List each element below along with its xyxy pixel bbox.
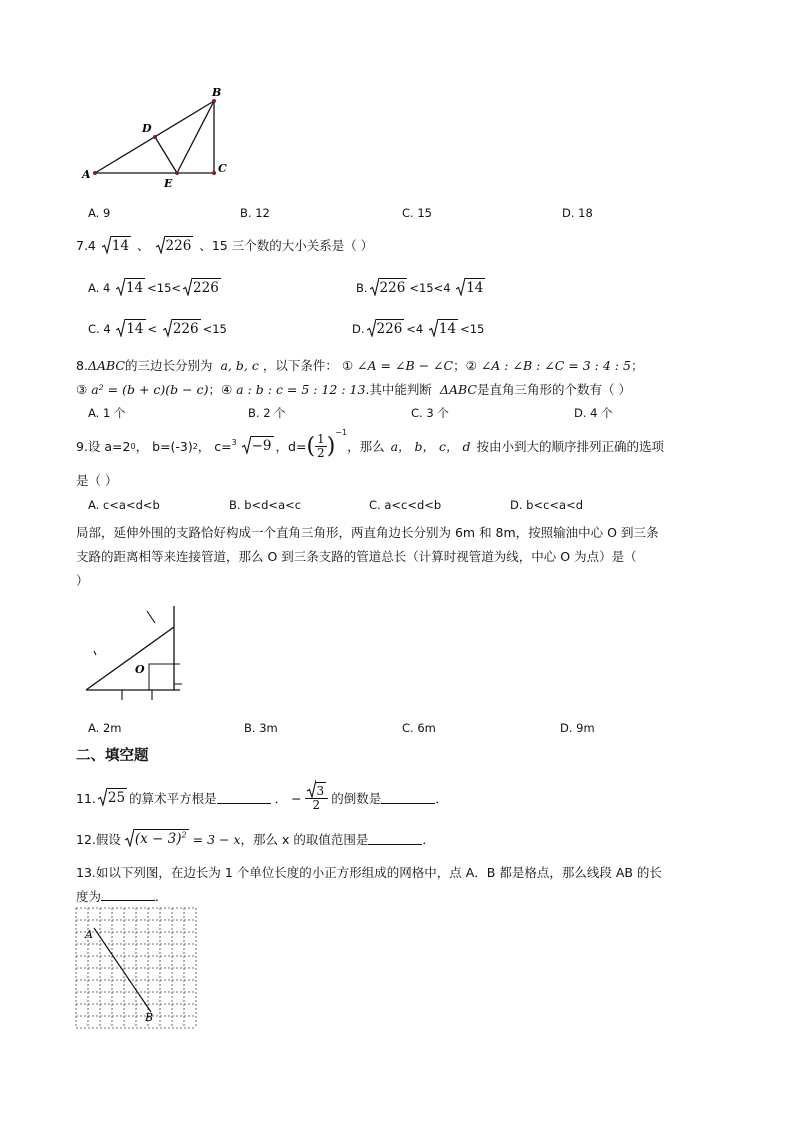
q8-stem-line2: ③ a² = (b + c)(b − c)；④ a : b : c = 5 : 12 : 13.其中能判断 ΔABC是直角三角形的个数有（ ） bbox=[76, 382, 631, 397]
sqrt-14: 14 bbox=[429, 321, 458, 337]
condition-4: a : b : c = 5 : 12 : 13 bbox=[236, 382, 366, 397]
pipeline-figure bbox=[82, 602, 190, 706]
section-heading-fill-in: 二、填空题 bbox=[76, 748, 149, 764]
condition-marker-1: ① bbox=[341, 358, 354, 373]
q13-stem-line2: 度为 ． bbox=[76, 889, 168, 904]
q11-answer-blank-1[interactable] bbox=[217, 793, 271, 804]
fraction-one-half: $\frac{1}{2}$ bbox=[317, 431, 325, 460]
sqrt-14: 14 bbox=[116, 280, 145, 296]
sqrt-226: 226 bbox=[183, 280, 221, 296]
condition-3: a² = (b + c)(b − c) bbox=[91, 382, 209, 397]
q12-answer-blank[interactable] bbox=[368, 834, 422, 845]
triangle-abc-symbol: ΔABC bbox=[87, 358, 125, 373]
q8-stem-line1: 8.ΔABC的三边长分别为 a, b, c ，以下条件： ① ∠A = ∠B − ∠C；② ∠A : ∠B : ∠C = 3 : 4 : 5； bbox=[76, 358, 644, 373]
condition-marker-2: ② bbox=[465, 358, 477, 373]
q6-option-b[interactable]: B. 12 bbox=[240, 206, 270, 220]
q12-stem: 12.假设 $(x - 3)^2$ = 3 − x ，那么 x 的取值范围是 ． bbox=[76, 830, 435, 848]
grid-point-a-label: A bbox=[85, 928, 93, 941]
point-label-e: E bbox=[164, 177, 173, 188]
q9-option-d[interactable]: D. b<c<a<d bbox=[510, 498, 584, 512]
q6-option-a[interactable]: A. 9 bbox=[88, 206, 111, 220]
point-label-a: A bbox=[82, 168, 91, 181]
sqrt-226: 226 bbox=[156, 238, 194, 254]
q7-option-d[interactable]: D. 226 <4 14 <15 bbox=[352, 321, 485, 337]
sqrt-25: 25 bbox=[98, 790, 127, 806]
point-label-d: D bbox=[142, 122, 152, 135]
condition-1: ∠A = ∠B − ∠C bbox=[357, 358, 454, 373]
q9-option-a[interactable]: A. c<a<d<b bbox=[88, 498, 160, 512]
q8-option-d[interactable]: D. 4 个 bbox=[574, 406, 613, 420]
q8-option-b[interactable]: B. 2 个 bbox=[248, 406, 286, 420]
q11-stem: 11. 25 的算术平方根是 ． − $\frac{3}{2}$ 的倒数是 ． bbox=[76, 778, 448, 818]
grid-figure bbox=[74, 906, 198, 1030]
q10-option-c[interactable]: C. 6m bbox=[402, 721, 436, 735]
q9-stem-line2: 是（ ） bbox=[76, 473, 118, 488]
center-o-label: O bbox=[135, 663, 145, 676]
q7-option-b[interactable]: B. 226 <15<4 14 bbox=[356, 280, 484, 296]
q7-prefix: 7.4 bbox=[76, 238, 96, 253]
grid-point-b-label: B bbox=[145, 1011, 154, 1024]
q7-option-a[interactable]: A. 4 14 <15< 226 bbox=[88, 280, 219, 296]
q9-option-c[interactable]: C. a<c<d<b bbox=[369, 498, 442, 512]
sqrt-14: 14 bbox=[456, 280, 485, 296]
q10-stem-line2: 支路的距离相等来连接管道，那么 O 到三条支路的管道总长（计算时视管道为线，中心 O 为点）是（ bbox=[76, 549, 637, 564]
q13-stem-line1: 13.如以下列图，在边长为 1 个单位长度的小正方形组成的网格中，点 A．B 都是格点，那么线段 AB 的长 bbox=[76, 865, 662, 880]
sqrt-226: 226 bbox=[163, 321, 201, 337]
q9-option-b[interactable]: B. b<d<a<c bbox=[229, 498, 302, 512]
q6-option-d[interactable]: D. 18 bbox=[562, 206, 593, 220]
q7-stem: 7.4 14 、 226 、15 三个数的大小关系是（ ） bbox=[76, 238, 374, 254]
q9-stem-line1: 9.设 a=2 0 ， b=(-3) 2 ， c= 3 −9 ，d= ( $\frac{1}{2}$ ) $^{-1}$ ，那么 a， b， c， d 按由小到大的顺序排列正确的选项 bbox=[76, 428, 664, 460]
q10-stem-line3: ） bbox=[76, 573, 89, 588]
sqrt-x-minus-3-squared: $(x - 3)^2$ bbox=[125, 831, 189, 848]
condition-marker-3: ③ bbox=[76, 382, 88, 397]
sqrt-14: 14 bbox=[116, 321, 145, 337]
cube-root-index: 3 bbox=[231, 438, 237, 447]
q10-option-a[interactable]: A. 2m bbox=[88, 721, 122, 735]
q6-option-c[interactable]: C. 15 bbox=[402, 206, 432, 220]
sqrt-14: 14 bbox=[102, 238, 131, 254]
cube-root-neg9: −9 bbox=[242, 438, 274, 454]
point-label-c: C bbox=[218, 162, 227, 175]
q10-stem-line1: 局部，延伸外围的支路恰好构成一个直角三角形，两直角边长分别为 6m 和 8m，按照输油中心 O 到三条 bbox=[76, 525, 659, 540]
q7-option-c[interactable]: C. 4 14 < 226 <15 bbox=[88, 321, 227, 337]
point-label-b: B bbox=[212, 86, 222, 99]
q10-option-b[interactable]: B. 3m bbox=[244, 721, 278, 735]
q8-option-a[interactable]: A. 1 个 bbox=[88, 406, 126, 420]
sqrt-226: 226 bbox=[367, 321, 405, 337]
sqrt-226: 226 bbox=[370, 280, 408, 296]
q11-answer-blank-2[interactable] bbox=[381, 793, 435, 804]
condition-2: ∠A : ∠B : ∠C = 3 : 4 : 5 bbox=[480, 358, 631, 373]
q13-answer-blank[interactable] bbox=[101, 890, 155, 901]
q8-option-c[interactable]: C. 3 个 bbox=[411, 406, 449, 420]
condition-marker-4: ④ bbox=[220, 382, 233, 397]
fraction-sqrt3-over-2: $\frac{3}{2}$ bbox=[305, 785, 329, 811]
triangle-figure bbox=[80, 86, 240, 188]
q10-option-d[interactable]: D. 9m bbox=[560, 721, 595, 735]
sqrt-3: 3 bbox=[307, 785, 327, 798]
